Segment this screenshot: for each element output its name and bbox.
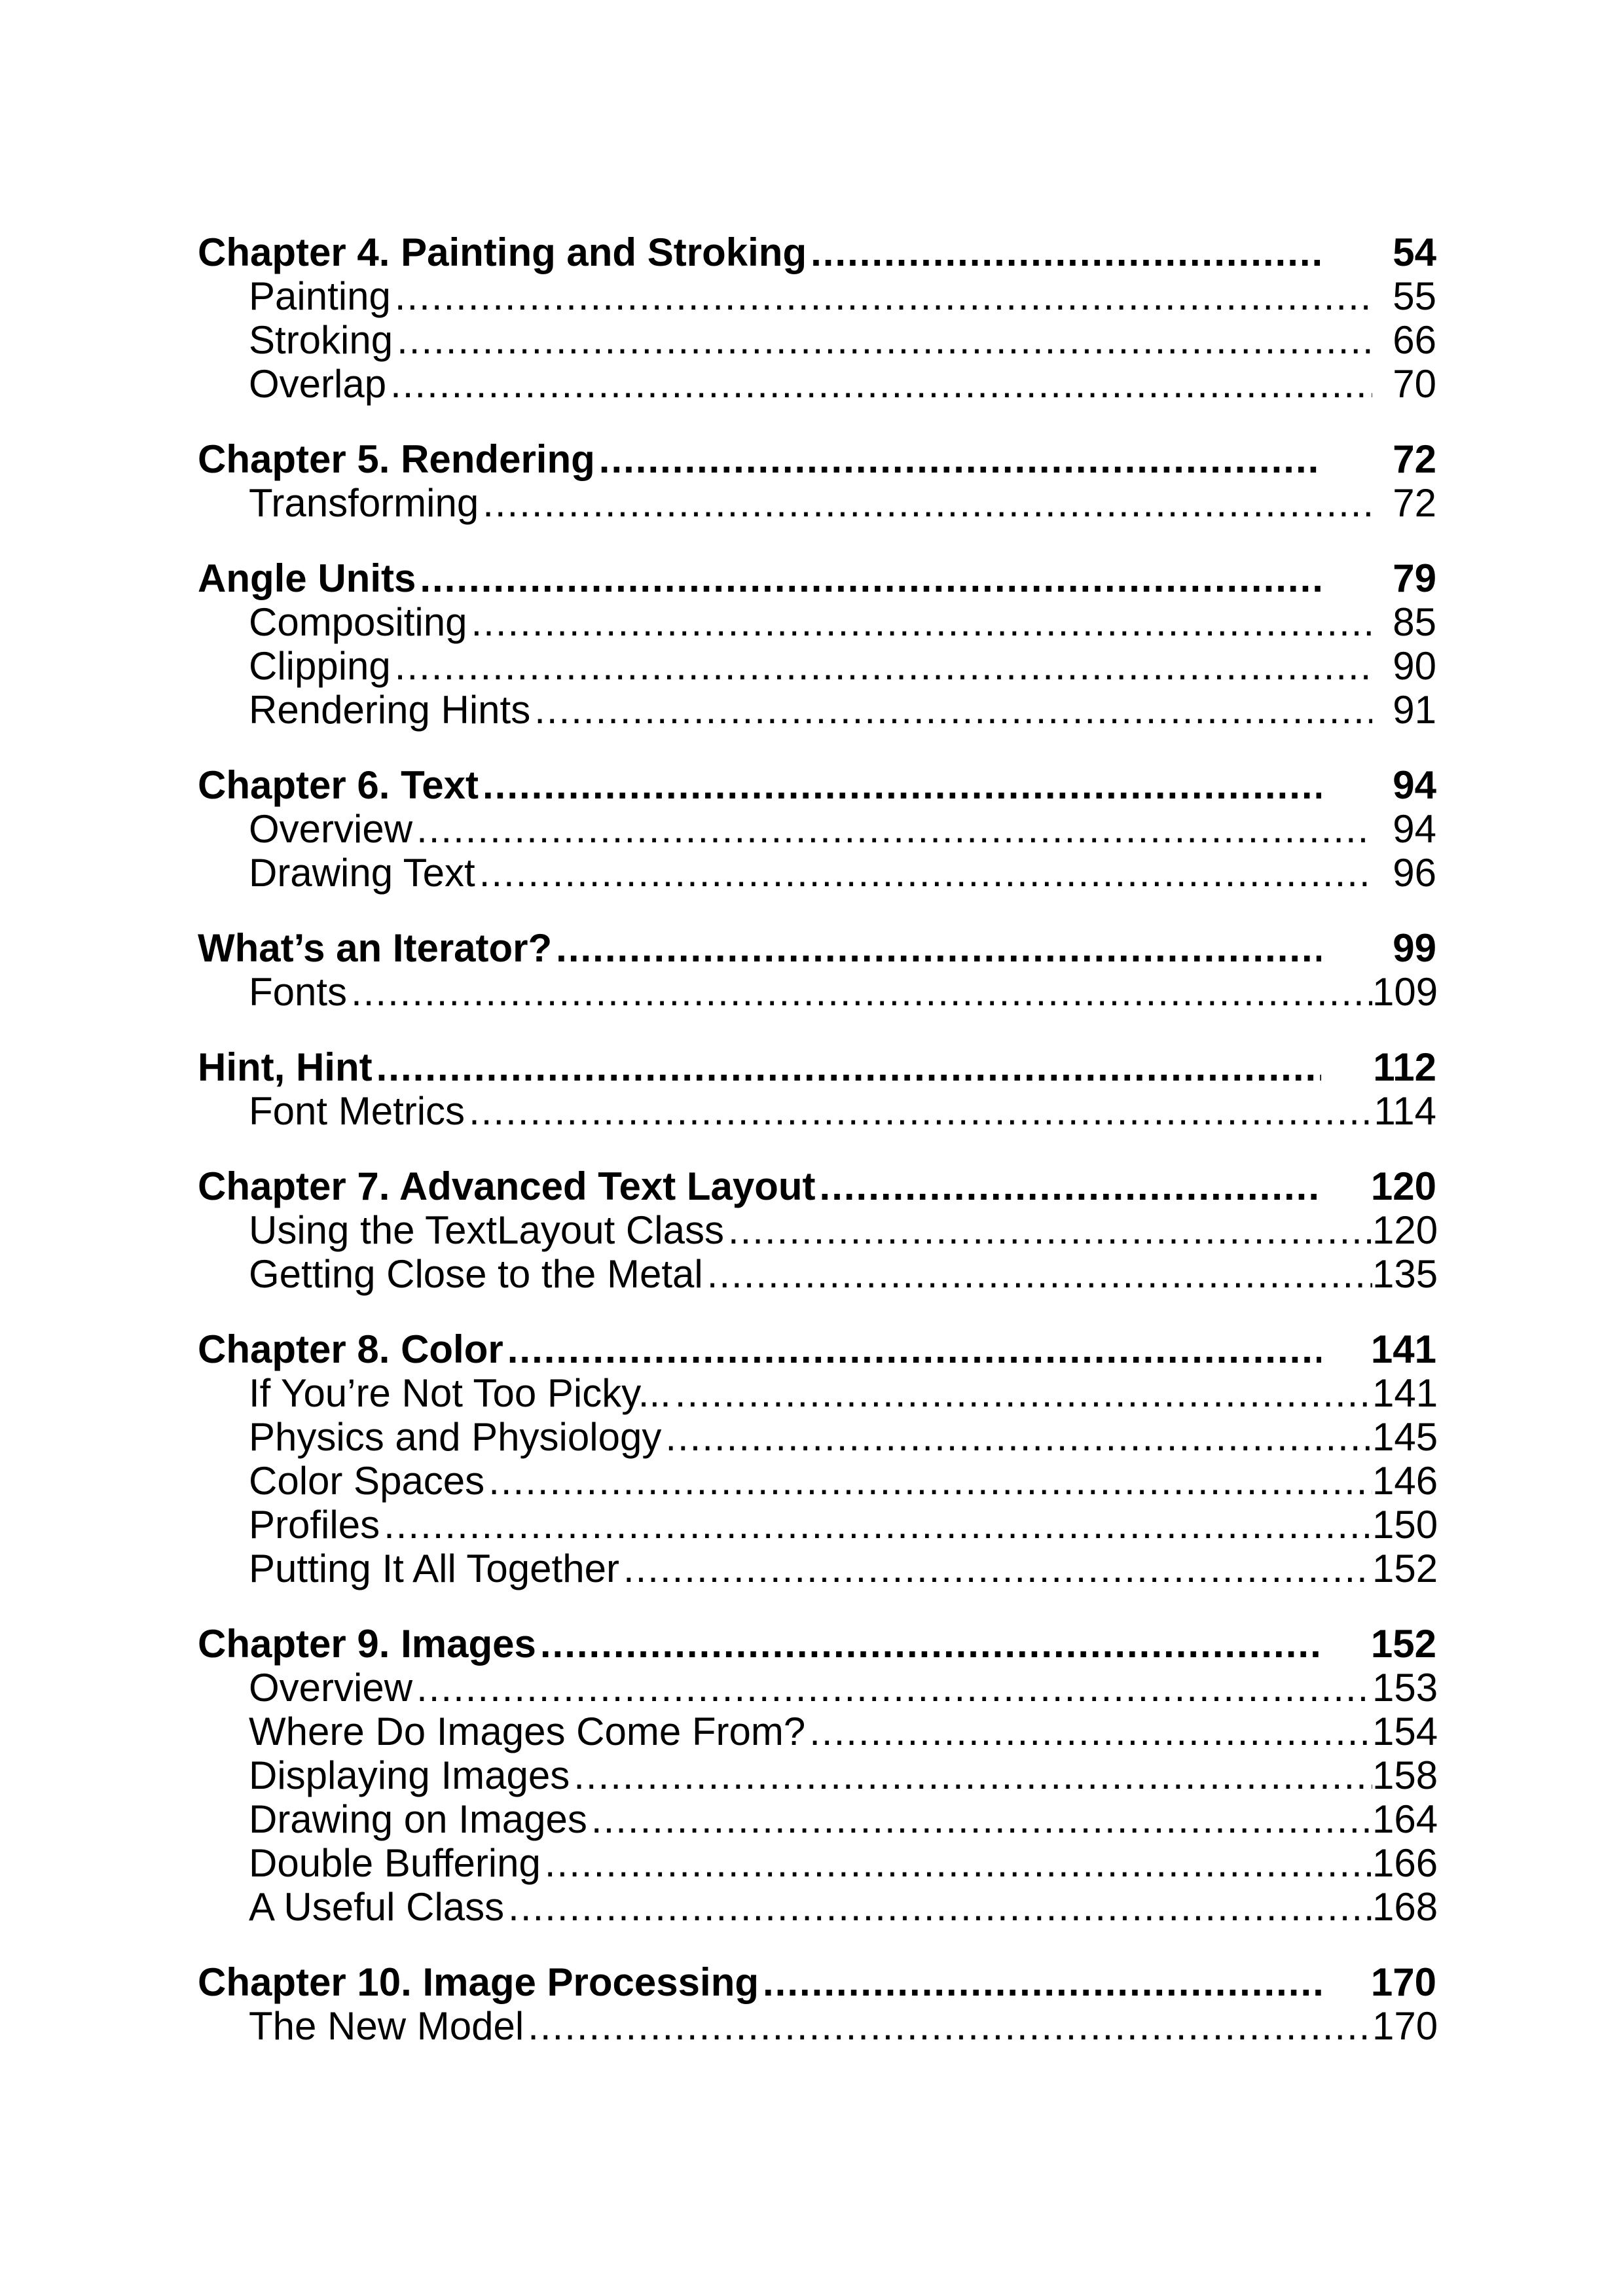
- toc-entry-row: [198, 807, 1436, 851]
- toc-entry-title: Overview: [249, 1666, 413, 1710]
- toc-title-wrap: [198, 1753, 1372, 1797]
- dot-leader: [728, 1208, 1372, 1252]
- toc-entry-title: Putting It All Together: [249, 1547, 619, 1590]
- dot-leader: [763, 1960, 1321, 2004]
- toc-page-number: 94: [1393, 763, 1436, 807]
- toc-page-number: 96: [1393, 851, 1436, 895]
- toc-page-number: 109: [1372, 970, 1438, 1014]
- toc-entry-row: [198, 1547, 1436, 1590]
- toc-page-number: 54: [1393, 230, 1436, 274]
- toc-title-wrap: [198, 1045, 1321, 1089]
- toc-entry-title: Drawing Text: [249, 851, 475, 895]
- toc-chapter-title: Angle Units: [198, 556, 416, 600]
- toc-title-wrap: [198, 1252, 1372, 1296]
- toc-page-number: 152: [1372, 1547, 1438, 1590]
- toc-entry-title: A Useful Class: [249, 1885, 505, 1929]
- toc-page-number: 135: [1372, 1252, 1438, 1296]
- toc-page-number: 91: [1393, 688, 1436, 732]
- toc-page-number: 72: [1393, 437, 1436, 481]
- toc-entry-row: [198, 1503, 1436, 1547]
- toc-section: [198, 926, 1436, 1014]
- toc-entry-row: [198, 362, 1436, 406]
- toc-chapter-row: [198, 556, 1436, 600]
- toc-entry-title: The New Model: [249, 2004, 524, 2048]
- toc-entry-title: Drawing on Images: [249, 1797, 587, 1841]
- toc-title-wrap: [198, 1547, 1372, 1590]
- toc-title-wrap: [198, 1960, 1321, 2004]
- toc-title-wrap: [198, 1666, 1372, 1710]
- toc-page-number: 85: [1393, 600, 1436, 644]
- toc-chapter-row: [198, 926, 1436, 970]
- toc-section: [198, 1327, 1436, 1590]
- toc-entry-row: [198, 600, 1436, 644]
- toc-page-number: 164: [1372, 1797, 1438, 1841]
- toc-chapter-title: Chapter 4. Painting and Stroking: [198, 230, 807, 274]
- toc-entry-row: [198, 274, 1436, 318]
- toc-entry-title: Displaying Images: [249, 1753, 570, 1797]
- toc-title-wrap: [198, 807, 1372, 851]
- toc-entry-title: Rendering Hints: [249, 688, 531, 732]
- dot-leader: [420, 556, 1321, 600]
- toc-title-wrap: [198, 1208, 1372, 1252]
- toc-section: [198, 1622, 1436, 1929]
- toc-entry-title: Using the TextLayout Class: [249, 1208, 724, 1252]
- toc-entry-row: [198, 1710, 1436, 1753]
- toc-entry-title: Font Metrics: [249, 1089, 465, 1133]
- toc-title-wrap: [198, 1415, 1372, 1459]
- toc-title-wrap: [198, 1503, 1372, 1547]
- dot-leader: [488, 1459, 1372, 1503]
- toc-chapter-title: Chapter 9. Images: [198, 1622, 536, 1666]
- toc-entry-title: Painting: [249, 274, 391, 318]
- toc-chapter-title: Hint, Hint: [198, 1045, 373, 1089]
- toc-title-wrap: [198, 644, 1372, 688]
- toc-entry-title: Clipping: [249, 644, 391, 688]
- toc-title-wrap: [198, 1371, 1372, 1415]
- toc-title-wrap: [198, 1089, 1372, 1133]
- dot-leader: [540, 1622, 1321, 1666]
- toc-section: [198, 1960, 1436, 2048]
- toc-entry-row: [198, 1885, 1436, 1929]
- toc-chapter-row: [198, 1164, 1436, 1208]
- toc-page-number: 79: [1393, 556, 1436, 600]
- toc-entry-title: Profiles: [249, 1503, 380, 1547]
- toc-page-number: 120: [1370, 1164, 1436, 1208]
- toc-page-number: 55: [1393, 274, 1436, 318]
- toc-entry-row: [198, 1753, 1436, 1797]
- toc-entry-row: [198, 1089, 1436, 1133]
- dot-leader: [534, 688, 1372, 732]
- dot-leader: [707, 1252, 1372, 1296]
- toc-entry-row: [198, 1459, 1436, 1503]
- toc-entry-row: [198, 1666, 1436, 1710]
- toc-chapter-row: [198, 1960, 1436, 2004]
- toc-page-number: 170: [1370, 1960, 1436, 2004]
- toc-page-number: 72: [1393, 481, 1436, 525]
- dot-leader: [395, 644, 1372, 688]
- toc-title-wrap: [198, 688, 1372, 732]
- toc-title-wrap: [198, 556, 1321, 600]
- toc-page-number: 112: [1373, 1045, 1436, 1089]
- toc-page-number: 141: [1372, 1371, 1438, 1415]
- toc-chapter-title: Chapter 7. Advanced Text Layout: [198, 1164, 816, 1208]
- toc-title-wrap: [198, 970, 1372, 1014]
- dot-leader: [483, 763, 1321, 807]
- toc-page-number: 145: [1372, 1415, 1438, 1459]
- toc-entry-row: [198, 851, 1436, 895]
- dot-leader: [507, 1327, 1321, 1371]
- toc-chapter-title: Chapter 8. Color: [198, 1327, 503, 1371]
- dot-leader: [665, 1415, 1372, 1459]
- toc-section: [198, 1045, 1436, 1133]
- toc-page-number: 150: [1372, 1503, 1438, 1547]
- toc-entry-row: [198, 688, 1436, 732]
- toc-title-wrap: [198, 1797, 1372, 1841]
- toc-chapter-row: [198, 763, 1436, 807]
- toc-page-number: 141: [1370, 1327, 1436, 1371]
- toc-chapter-row: [198, 437, 1436, 481]
- toc-title-wrap: [198, 362, 1372, 406]
- dot-leader: [351, 970, 1372, 1014]
- toc-page-number: 158: [1372, 1753, 1438, 1797]
- toc-title-wrap: [198, 1710, 1372, 1753]
- toc-entry-title: Overview: [249, 807, 413, 851]
- toc-title-wrap: [198, 926, 1321, 970]
- toc-title-wrap: [198, 481, 1372, 525]
- dot-leader: [479, 851, 1372, 895]
- toc-entry-row: [198, 1252, 1436, 1296]
- toc-entry-title: Where Do Images Come From?: [249, 1710, 806, 1753]
- dot-leader: [574, 1753, 1372, 1797]
- toc-title-wrap: [198, 1327, 1321, 1371]
- toc-chapter-title: Chapter 10. Image Processing: [198, 1960, 759, 2004]
- toc-entry-row: [198, 644, 1436, 688]
- toc-title-wrap: [198, 318, 1372, 362]
- toc-page-number: 99: [1393, 926, 1436, 970]
- toc-chapter-title: Chapter 5. Rendering: [198, 437, 595, 481]
- dot-leader: [390, 362, 1372, 406]
- dot-leader: [508, 1885, 1372, 1929]
- toc-title-wrap: [198, 1164, 1321, 1208]
- toc-entry-row: [198, 1841, 1436, 1885]
- dot-leader: [811, 230, 1321, 274]
- dot-leader: [416, 807, 1372, 851]
- toc-section: [198, 763, 1436, 895]
- dot-leader: [556, 926, 1321, 970]
- dot-leader: [471, 600, 1373, 644]
- toc-entry-row: [198, 318, 1436, 362]
- dot-leader: [376, 1045, 1321, 1089]
- toc-entry-title: Color Spaces: [249, 1459, 485, 1503]
- dot-leader: [528, 2004, 1372, 2048]
- toc-chapter-row: [198, 230, 1436, 274]
- toc-section: [198, 556, 1436, 732]
- toc-entry-row: [198, 1415, 1436, 1459]
- toc-entry-row: [198, 481, 1436, 525]
- dot-leader: [469, 1089, 1372, 1133]
- toc-entry-title: Stroking: [249, 318, 393, 362]
- toc-page-number: 154: [1372, 1710, 1438, 1753]
- toc-title-wrap: [198, 763, 1321, 807]
- dot-leader: [395, 274, 1372, 318]
- dot-leader: [809, 1710, 1372, 1753]
- toc-section: [198, 437, 1436, 525]
- toc-entry-title: Transforming: [249, 481, 479, 525]
- dot-leader: [820, 1164, 1321, 1208]
- toc-page-number: 70: [1393, 362, 1436, 406]
- toc-page-number: 120: [1372, 1208, 1438, 1252]
- toc-title-wrap: [198, 2004, 1372, 2048]
- toc-page-number: 146: [1372, 1459, 1438, 1503]
- toc-title-wrap: [198, 851, 1372, 895]
- toc-page-number: 152: [1370, 1622, 1436, 1666]
- toc-section: [198, 1164, 1436, 1296]
- toc-page-number: 168: [1372, 1885, 1438, 1929]
- toc-entry-title: Physics and Physiology: [249, 1415, 662, 1459]
- toc-entry-row: [198, 1371, 1436, 1415]
- toc-entry-row: [198, 1208, 1436, 1252]
- toc-page-number: 114: [1374, 1089, 1436, 1133]
- toc-entry-title: Overlap: [249, 362, 387, 406]
- dot-leader: [599, 437, 1321, 481]
- toc-chapter-row: [198, 1622, 1436, 1666]
- dot-leader: [397, 318, 1372, 362]
- toc-title-wrap: [198, 1459, 1372, 1503]
- toc-chapter-title: What’s an Iterator?: [198, 926, 553, 970]
- dot-leader: [623, 1547, 1372, 1590]
- toc-title-wrap: [198, 437, 1321, 481]
- toc-page-number: 166: [1372, 1841, 1438, 1885]
- toc-page-number: 90: [1393, 644, 1436, 688]
- dot-leader: [384, 1503, 1372, 1547]
- toc-page-number: 94: [1393, 807, 1436, 851]
- dot-leader: [416, 1666, 1372, 1710]
- toc-title-wrap: [198, 1885, 1372, 1929]
- toc-chapter-row: [198, 1327, 1436, 1371]
- toc-chapter-row: [198, 1045, 1436, 1089]
- toc-entry-row: [198, 1797, 1436, 1841]
- toc-title-wrap: [198, 1622, 1321, 1666]
- toc-page-number: 153: [1372, 1666, 1438, 1710]
- dot-leader: [591, 1797, 1372, 1841]
- toc-entry-title: If You’re Not Too Picky...: [249, 1371, 671, 1415]
- table-of-contents: [198, 230, 1436, 2079]
- toc-title-wrap: [198, 600, 1372, 644]
- toc-entry-row: [198, 970, 1436, 1014]
- toc-chapter-title: Chapter 6. Text: [198, 763, 479, 807]
- toc-entry-title: Fonts: [249, 970, 348, 1014]
- toc-title-wrap: [198, 274, 1372, 318]
- toc-section: [198, 230, 1436, 406]
- dot-leader: [545, 1841, 1372, 1885]
- toc-entry-title: Getting Close to the Metal: [249, 1252, 703, 1296]
- toc-entry-title: Double Buffering: [249, 1841, 541, 1885]
- toc-title-wrap: [198, 230, 1321, 274]
- dot-leader: [483, 481, 1372, 525]
- toc-entry-row: [198, 2004, 1436, 2048]
- toc-page-number: 170: [1372, 2004, 1438, 2048]
- toc-entry-title: Compositing: [249, 600, 467, 644]
- toc-title-wrap: [198, 1841, 1372, 1885]
- dot-leader: [675, 1371, 1372, 1415]
- toc-page-number: 66: [1393, 318, 1436, 362]
